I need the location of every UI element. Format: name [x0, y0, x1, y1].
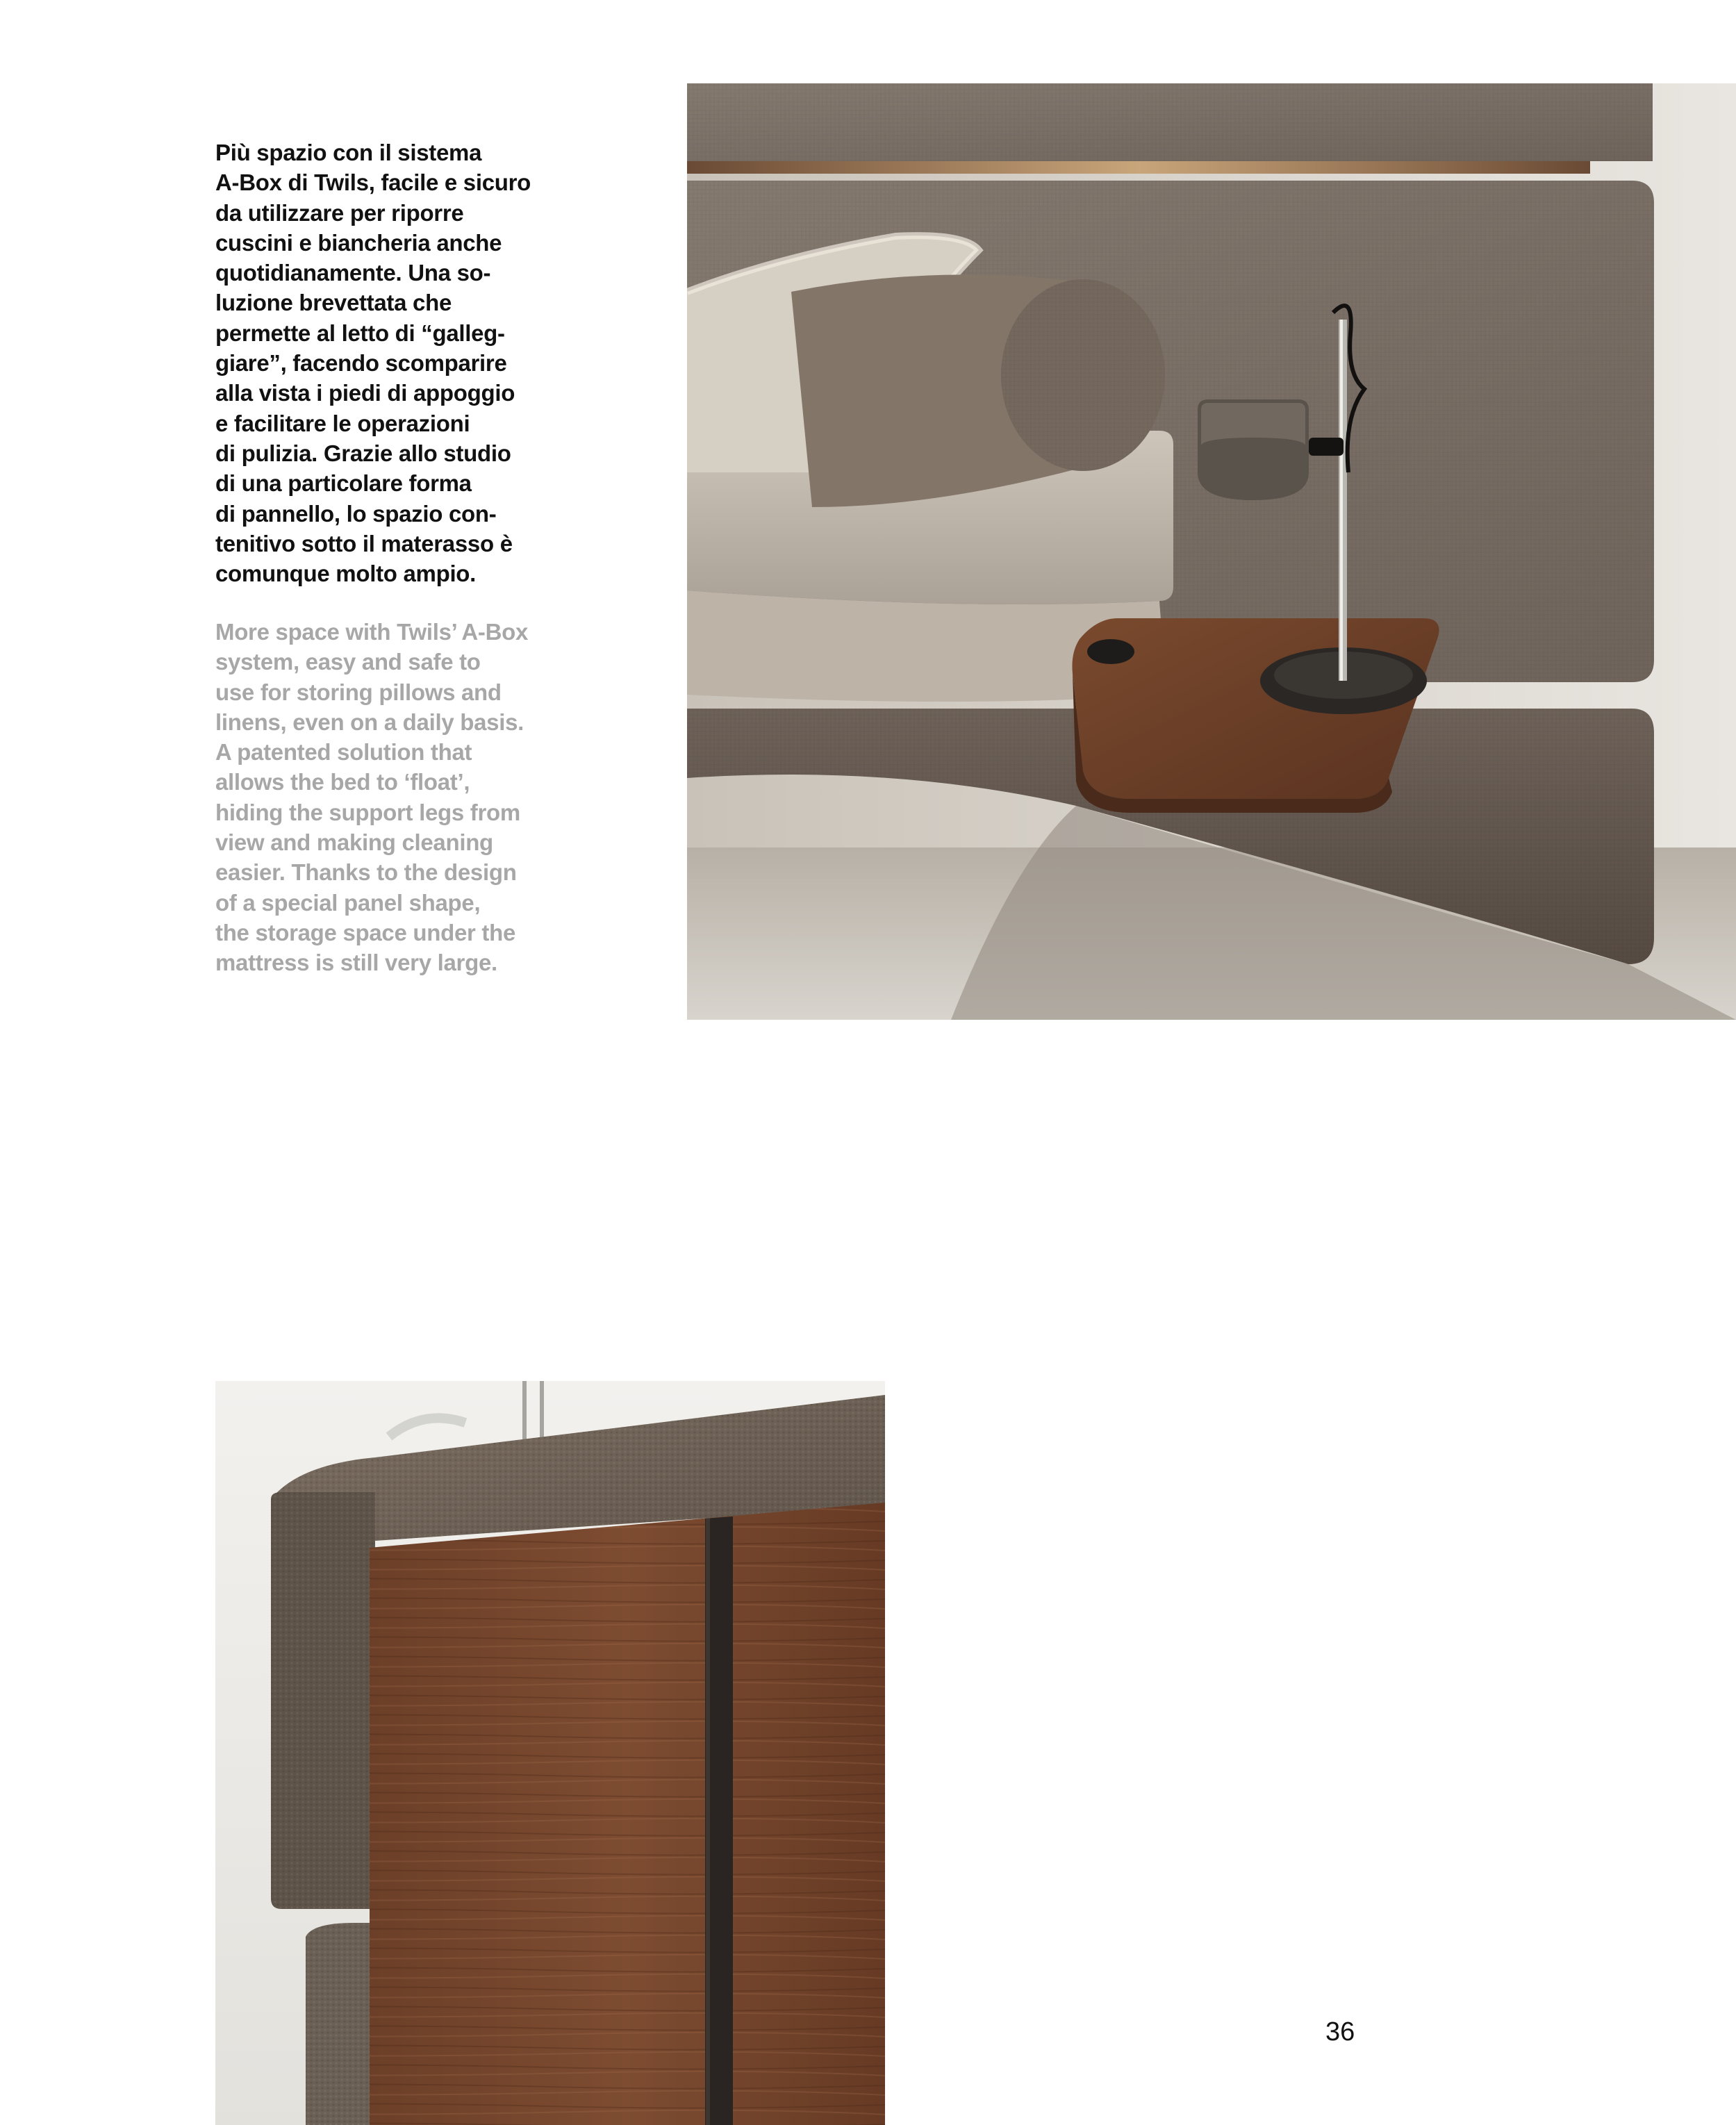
english-line: of a special panel shape,	[215, 889, 481, 916]
italian-line: giare”, facendo scomparire	[215, 350, 507, 377]
english-line: view and making cleaning	[215, 829, 493, 856]
italian-line: Più spazio con il sistema	[215, 140, 482, 165]
italian-line: tenitivo sotto il materasso è	[215, 530, 513, 556]
italian-line: A-Box di Twils, facile e sicuro	[215, 169, 531, 196]
italian-line: comunque molto ampio.	[215, 561, 477, 587]
english-line: More space with Twils’ A-Box	[215, 619, 529, 645]
english-line: easier. Thanks to the design	[215, 859, 517, 886]
italian-line: alla vista i piedi di appoggio	[215, 380, 515, 406]
english-line: allows the bed to ‘float’,	[215, 769, 470, 795]
english-line: linens, even on a daily basis.	[215, 709, 524, 735]
italian-line: cuscini e biancheria anche	[215, 229, 502, 256]
english-line: A patented solution that	[215, 739, 472, 766]
english-line: hiding the support legs from	[215, 799, 520, 825]
english-line: system, easy and safe to	[215, 649, 481, 675]
english-line: use for storing pillows and	[215, 679, 502, 705]
english-line: the storage space under the	[215, 919, 516, 945]
italian-line: di pannello, lo spazio con-	[215, 500, 497, 527]
italian-line: permette al letto di “galleg-	[215, 320, 505, 346]
italian-description	[215, 138, 542, 588]
italian-line: luzione brevettata che	[215, 290, 452, 316]
english-description	[215, 617, 542, 978]
page-number: 36	[1325, 2017, 1355, 2047]
bed-photo	[687, 83, 1736, 1020]
english-line: mattress is still very large.	[215, 950, 497, 976]
italian-line: di una particolare forma	[215, 470, 472, 497]
italian-line: di pulizia. Grazie allo studio	[215, 440, 511, 466]
italian-line: e facilitare le operazioni	[215, 410, 470, 436]
headboard-detail-photo	[215, 1381, 885, 2125]
italian-line: quotidianamente. Una so-	[215, 260, 491, 286]
italian-line: da utilizzare per riporre	[215, 199, 464, 226]
